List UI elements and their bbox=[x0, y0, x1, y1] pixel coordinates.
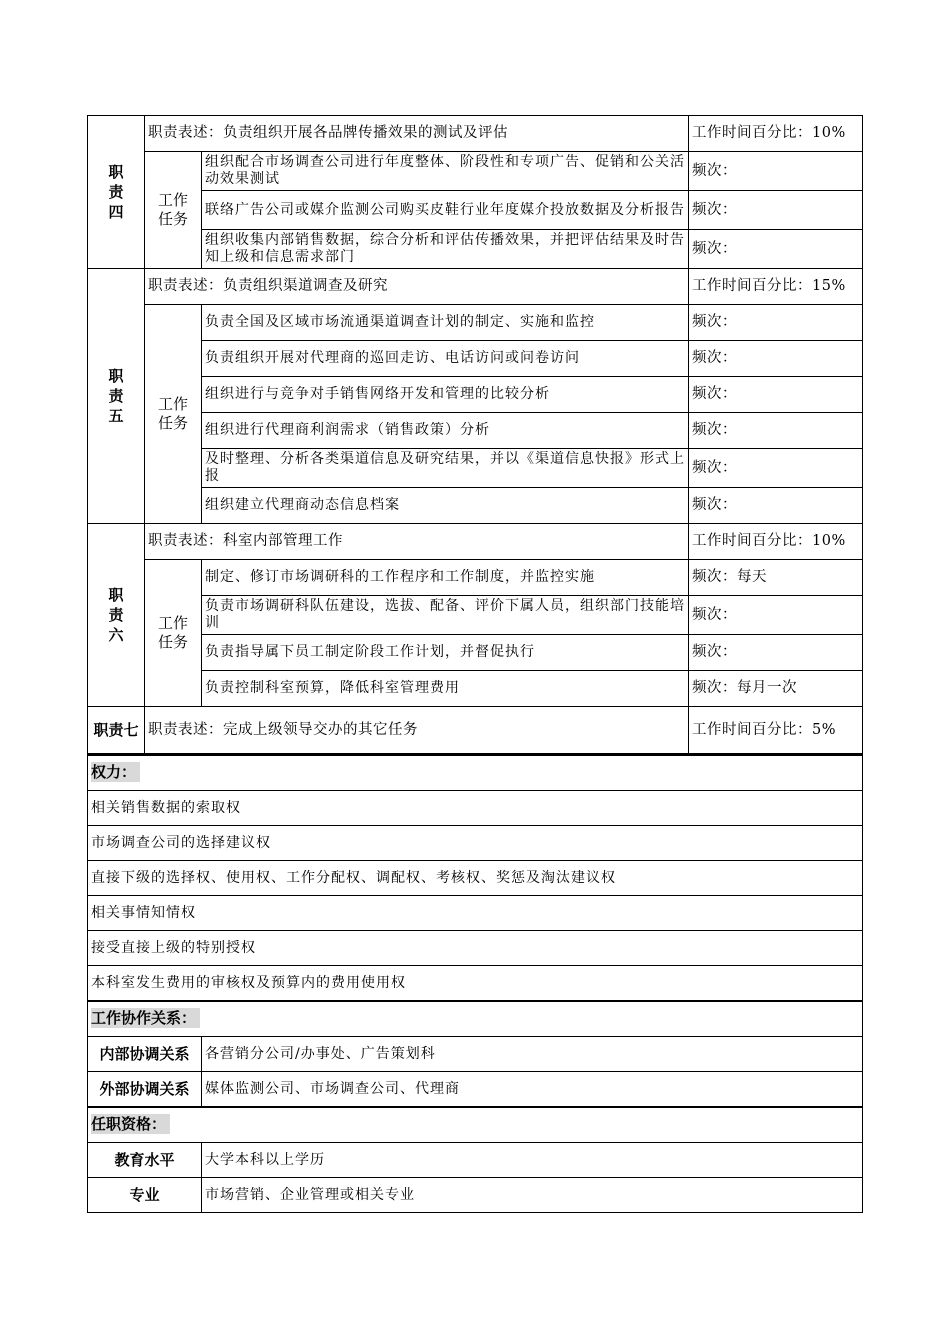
duty-5-task-2: 负责组织开展对代理商的巡回走访、电话访问或问卷访问 bbox=[202, 341, 689, 377]
duty-4-title: 职责四 bbox=[88, 116, 145, 269]
education-value: 大学本科以上学历 bbox=[202, 1143, 863, 1178]
duties-table bbox=[87, 115, 863, 754]
authority-item-5: 接受直接上级的特别授权 bbox=[88, 931, 863, 966]
duty-5-title: 职责五 bbox=[88, 269, 145, 524]
authority-item-2: 市场调查公司的选择建议权 bbox=[88, 826, 863, 861]
duty-5-task-1-freq: 频次： bbox=[689, 305, 863, 341]
authority-relations-table bbox=[87, 754, 863, 1213]
duty-5-task-6: 组织建立代理商动态信息档案 bbox=[202, 488, 689, 524]
duty-4-task-1-freq: 频次： bbox=[689, 152, 863, 191]
authority-section-header bbox=[88, 755, 863, 791]
duty-6-task-4: 负责控制科室预算，降低科室管理费用 bbox=[202, 671, 689, 707]
duty-6-description: 职责表述：科室内部管理工作 bbox=[145, 524, 689, 560]
duty-4-task-3-freq: 频次： bbox=[689, 230, 863, 269]
relations-section-header bbox=[88, 1001, 863, 1037]
duty-7-title: 职责七 bbox=[88, 707, 145, 754]
duty-4-task-2-freq: 频次： bbox=[689, 191, 863, 230]
relations-heading: 工作协作关系： bbox=[91, 1008, 200, 1028]
duty-6-time-percent: 工作时间百分比：10% bbox=[689, 524, 863, 560]
duty-7-description: 职责表述：完成上级领导交办的其它任务 bbox=[145, 707, 689, 754]
duty-4-task-label: 工作任务 bbox=[145, 152, 202, 269]
duty-4-task-1: 组织配合市场调查公司进行年度整体、阶段性和专项广告、促销和公关活动效果测试 bbox=[202, 152, 689, 191]
duty-5-task-2-freq: 频次： bbox=[689, 341, 863, 377]
duty-5-task-4-freq: 频次： bbox=[689, 413, 863, 449]
education-label: 教育水平 bbox=[88, 1143, 202, 1178]
duty-4-time-percent: 工作时间百分比：10% bbox=[689, 116, 863, 152]
duty-6-title: 职责六 bbox=[88, 524, 145, 707]
duty-4-description: 职责表述：负责组织开展各品牌传播效果的测试及评估 bbox=[145, 116, 689, 152]
job-description-document bbox=[87, 115, 862, 1213]
duty-5-task-5: 及时整理、分析各类渠道信息及研究结果，并以《渠道信息快报》形式上报 bbox=[202, 449, 689, 488]
duty-6-task-1-freq: 频次：每天 bbox=[689, 560, 863, 596]
duty-5-time-percent: 工作时间百分比：15% bbox=[689, 269, 863, 305]
duty-6-task-label: 工作任务 bbox=[145, 560, 202, 707]
duty-5-description: 职责表述：负责组织渠道调查及研究 bbox=[145, 269, 689, 305]
duty-5-task-4: 组织进行代理商利润需求（销售政策）分析 bbox=[202, 413, 689, 449]
duty-5-task-3-freq: 频次： bbox=[689, 377, 863, 413]
duty-4-task-3: 组织收集内部销售数据，综合分析和评估传播效果，并把评估结果及时告知上级和信息需求部门 bbox=[202, 230, 689, 269]
authority-item-3: 直接下级的选择权、使用权、工作分配权、调配权、考核权、奖惩及淘汰建议权 bbox=[88, 861, 863, 896]
authority-item-4: 相关事情知情权 bbox=[88, 896, 863, 931]
external-relations-label: 外部协调关系 bbox=[88, 1072, 202, 1108]
external-relations-value: 媒体监测公司、市场调查公司、代理商 bbox=[202, 1072, 863, 1108]
duty-6-task-4-freq: 频次：每月一次 bbox=[689, 671, 863, 707]
duty-6-task-3-freq: 频次： bbox=[689, 635, 863, 671]
authority-item-1: 相关销售数据的索取权 bbox=[88, 791, 863, 826]
duty-5-task-3: 组织进行与竞争对手销售网络开发和管理的比较分析 bbox=[202, 377, 689, 413]
internal-relations-value: 各营销分公司/办事处、广告策划科 bbox=[202, 1037, 863, 1072]
internal-relations-label: 内部协调关系 bbox=[88, 1037, 202, 1072]
authority-item-6: 本科室发生费用的审核权及预算内的费用使用权 bbox=[88, 966, 863, 1002]
qualifications-heading: 任职资格： bbox=[91, 1114, 170, 1134]
duty-5-task-6-freq: 频次： bbox=[689, 488, 863, 524]
major-label: 专业 bbox=[88, 1178, 202, 1213]
duty-7-time-percent: 工作时间百分比：5% bbox=[689, 707, 863, 754]
duty-6-task-3: 负责指导属下员工制定阶段工作计划，并督促执行 bbox=[202, 635, 689, 671]
duty-5-task-5-freq: 频次： bbox=[689, 449, 863, 488]
duty-6-task-2-freq: 频次： bbox=[689, 596, 863, 635]
duty-6-task-1: 制定、修订市场调研科的工作程序和工作制度，并监控实施 bbox=[202, 560, 689, 596]
duty-6-task-2: 负责市场调研科队伍建设，选拔、配备、评价下属人员，组织部门技能培训 bbox=[202, 596, 689, 635]
duty-5-task-label: 工作任务 bbox=[145, 305, 202, 524]
qualifications-section-header bbox=[88, 1107, 863, 1143]
authority-heading: 权力： bbox=[91, 762, 140, 782]
major-value: 市场营销、企业管理或相关专业 bbox=[202, 1178, 863, 1213]
duty-4-task-2: 联络广告公司或媒介监测公司购买皮鞋行业年度媒介投放数据及分析报告 bbox=[202, 191, 689, 230]
duty-5-task-1: 负责全国及区域市场流通渠道调查计划的制定、实施和监控 bbox=[202, 305, 689, 341]
